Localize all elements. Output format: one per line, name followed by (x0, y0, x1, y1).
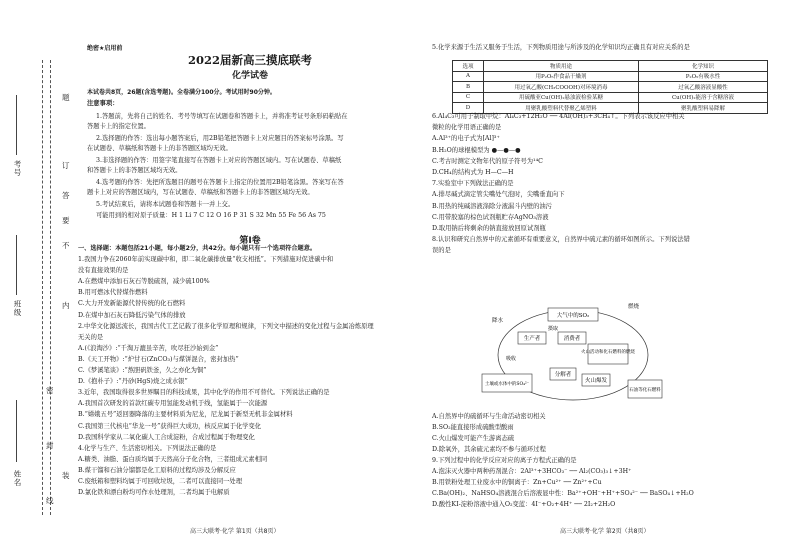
question-line: 4.化学与生产、生活密切相关。下列说法正确的是 (78, 444, 217, 452)
cycle-node: 大气中的SO₂ (556, 313, 590, 319)
notice-item: 3.非选择题的作答：用签字笔直接写在答题卡上对应的答题区域内。写在试题卷、草稿纸 (96, 157, 342, 164)
question-line: D.取用钠后将剩余的钠直接放回原试剂瓶 (432, 225, 546, 232)
notice-title: 注意事项： (87, 100, 119, 107)
cycle-node: 石油等化石燃料 (629, 388, 661, 393)
seal-char: 线 (46, 496, 54, 505)
table-cell: 用聚乳酸塑料代替聚乙烯塑料 (484, 103, 639, 114)
name-underline (16, 400, 17, 462)
class-label: 班级 (13, 300, 22, 317)
cycle-node: 消费者 (563, 336, 581, 342)
table-row (453, 92, 768, 103)
question-line: 误的是 (432, 247, 451, 255)
arrow-label: 燃烧 (628, 304, 640, 310)
cycle-node: 土壤或水体中的SO₄²⁻ (484, 382, 530, 387)
question-line: A.Al³⁺的电子式为[Al]³⁺ (432, 135, 500, 143)
question-line: D.CH₄的结构式为 H—C—H (432, 169, 514, 176)
question-line: B.“嫦娥五号”返回器降落的主要材料质为尼龙，尼龙属于新型无机非金属材料 (78, 411, 293, 419)
exam-subtitle: 化学试卷 (231, 71, 268, 81)
question-line: D.氯化铁和漂白粉均可作水处理剂，二者均属于电解质 (78, 489, 230, 497)
name-label: 姓名 (13, 470, 22, 487)
seal-line-inner (42, 60, 43, 515)
seal-char: 答 (62, 191, 70, 200)
seal-char: 封 (46, 441, 54, 450)
table-header: 化学知识 (639, 61, 768, 72)
seal-char: 要 (62, 216, 70, 225)
seal-char: 不 (62, 241, 70, 250)
question-line: 3.近年，我国取得很多世界瞩目的科技成果，其中化学的作用不可替代。下列说法正确的是 (78, 389, 330, 397)
question-line: A.我国首次研发的首款红碳专用氢能发动机于线，氢能属于一次能源 (78, 400, 268, 408)
question-line: C.《梦溪笔谈》:“熬胆矾铁釜，久之亦化为铜” (78, 367, 207, 374)
notice-item: 4.选考题的作答：先把所选题目的题号在答题卡上指定的位置用2B铅笔涂黑。答案写在答 (96, 179, 344, 186)
question-line: B.H₂O的球棍模型为 ●—●—● (432, 146, 521, 154)
question-line: 8.认识和研究自然界中的元素循环有重要意义，自然界中硫元素的循环如图所示。下列说法错 (432, 236, 690, 244)
arrow-label: 摄取 (548, 326, 559, 332)
notice-item: 在试题卷、草稿纸和答题卡上的非答题区域均无效。 (87, 145, 232, 152)
question-line: C.Ba(OH)₂、NaHSO₄溶液混合后溶液显中性：Ba²⁺+OH⁻+H⁺+SO₄²⁻ ── BaSO₄↓+H₂O (432, 490, 694, 497)
question-line: C.废纸箱和塑料均属于可回收垃圾，二者可以直接同一处理 (78, 478, 243, 485)
sulfur-cycle-diagram (478, 300, 668, 410)
question-line: D.酸性KI-淀粉溶液中通入O₂变蓝：4I⁻+O₂+4H⁺ ── 2I₂+2H₂O (432, 501, 616, 508)
question-line: B.用铁粉处理工业废水中的铜离子：Zn+Cu²⁺ ── Zn²⁺+Cu (432, 479, 602, 486)
question-line: B.SO₂能直接形成硫酸型酸雨 (432, 424, 514, 431)
question-line: B.用热的纯碱溶液涤除分液漏斗内壁的油污 (432, 202, 552, 210)
class-underline (16, 235, 17, 295)
table-cell: 过氧乙酸溶液显酸性 (639, 82, 768, 93)
secret-mark: 绝密★启用前 (87, 45, 123, 52)
volume-title: 第Ⅰ卷 (239, 236, 261, 246)
table-cell: 用过氧乙酸(CH₃COOOH)对环境消毒 (484, 82, 639, 93)
notice-item: 和答题卡上的非答题区域均无效。 (87, 167, 182, 174)
question-line: D.《抱朴子》:“丹砂(HgS)烧之成水银” (78, 378, 188, 386)
question-line: A.泡沫灭火器中两种药剂混合：2Al³⁺+3HCO₃⁻ ── Al₂(CO₃)₃↓+3H⁺ (432, 468, 632, 475)
question-line: 6.Al₄C₃可用于制取甲烷：Al₄C₃+12H₂O ── 4Al(OH)₃+3CH₄↑。下列表示该反应中相关 (432, 113, 685, 120)
question-line: 9.下列过程中的化学反应对应的离子方程式正确的是 (432, 457, 577, 464)
table-cell: 用P₂O₅作食品干燥剂 (484, 71, 639, 82)
exam-title: 2022届新高三摸底联考 (187, 53, 312, 67)
question-line: D.在煤中加石灰石降低污染气体的排放 (78, 311, 186, 319)
id-label: 考号 (13, 160, 22, 177)
seal-char: 装 (62, 471, 70, 480)
arrow-label: 吸收 (506, 356, 517, 362)
table-row (453, 71, 768, 82)
cycle-node: 分解者 (554, 372, 572, 378)
section-heading: 一、选择题：本题包括21小题，每小题2分，共42分。每小题只有一个选项符合题意。 (78, 245, 317, 252)
question-line: A.糖类、油脂、蛋白质均属于天然高分子化合物，三者组成元素相同 (78, 455, 268, 463)
table-row (453, 82, 768, 93)
table-header: 选项 (453, 61, 484, 72)
intro-line: 本试卷共8页，26题(含选考题)。全卷满分100分。考试用时90分钟。 (87, 89, 276, 96)
question-line: 微粒的化学用语正确的是 (432, 124, 502, 132)
page-footer-right: 高三大联考·化学 第2页（共8页） (560, 528, 650, 535)
table-cell: D (453, 103, 484, 114)
question-line: B.用可燃冰代替煤作燃料 (78, 289, 148, 297)
seal-char: 订 (62, 161, 70, 170)
question-line: 1.我国力争在2060年前实现碳中和，即二氧化碳排放量“收支相抵”。下列措施对促进碳中和 (78, 256, 334, 263)
question-line: 7.实验室中下列做法正确的是 (432, 180, 514, 188)
table-cell: 聚乳酸塑料易降解 (639, 103, 768, 114)
question-line: A.在燃煤中添加石灰石等脱硫剂，减少硫100% (78, 278, 210, 286)
table-cell: C (453, 92, 484, 103)
notice-item: 题卡上对应的答题区域内，写在试题卷、草稿纸和答题卡上的非答题区域均无效。 (87, 189, 314, 196)
q5-table (452, 60, 768, 114)
question-line: B.煤干馏和石油分馏都是化工原料的过程均涉及分解反应 (78, 466, 236, 474)
id-underline (16, 95, 17, 155)
table-cell: P₂O₅有吸水性 (639, 71, 768, 82)
question-line: A.自然界中的硫循环与生命活动密切相关 (432, 413, 546, 420)
table-cell: B (453, 82, 484, 93)
question-line: A.(《浪淘沙》:“千淘万漉虽辛苦，吹尽狂沙始到金” (78, 344, 219, 352)
question-line: C.火山爆发可能产生游离态硫 (432, 435, 515, 442)
atomic-mass-line: 可能用到的相对原子质量：H 1 Li 7 C 12 O 16 P 31 S 32 Mn 55 Fe 56 As 75 (96, 212, 326, 219)
cycle-node: 火山爆发 (584, 378, 608, 384)
cycle-node: 生产者 (523, 336, 541, 342)
table-cell: A (453, 71, 484, 82)
question-line: C.我国第三代核电“华龙一号”获得巨大成功，核反应属于化学变化 (78, 422, 262, 430)
table-header: 物质用途 (484, 61, 639, 72)
table-cell: 用硫酸亚Cu(OH)₂悬浊液检验某糖 (484, 92, 639, 103)
notice-item: 答题卡上的指定位置。 (87, 123, 150, 130)
question-line: 2.中华文化源远流长，我国古代工艺记载了很多化学原理和规律，下列文中描述的变化过程与金属冶炼原理 (78, 322, 374, 330)
notice-item: 1.答题前，先将自己的姓名、考号等填写在试题卷和答题卡上，并将准考证号条形码粘贴在 (96, 113, 348, 120)
question-line: C.考古时测定文物年代的原子符号为¹⁴C (432, 157, 543, 165)
arrow-label: 降水 (492, 318, 504, 324)
question-line: B.《天工开物》:“炉甘石(ZnCO₃)与煤饼混合，密封加热” (78, 355, 239, 363)
question-line: D.除氧外，其余硫元素均不参与循环过程 (432, 446, 546, 453)
question-line: A.排尽碱式滴定管尖嘴处气泡时，尖嘴垂直向下 (432, 191, 565, 199)
cycle-node: 火山活动和化石燃料的燃烧 (581, 350, 635, 355)
question-line: 无关的是 (78, 333, 104, 341)
q5-stem: 5.化学来源于生活又服务于生活，下列物质用途与所涉及的化学知识均正确且有对应关系的是 (432, 44, 690, 51)
seal-char: 内 (62, 301, 70, 310)
seal-char: 题 (62, 93, 70, 102)
table-header-row (453, 61, 768, 72)
binding-margin (0, 0, 68, 551)
notice-item: 5.考试结束后，请将本试题卷和答题卡一并上交。 (96, 201, 235, 208)
question-line: D.我国科学家从二氧化碳人工合成淀粉，合成过程属于物理变化 (78, 433, 255, 441)
question-line: C.大力开发新能源代替传统的化石燃料 (78, 300, 186, 308)
page-footer-left: 高三大联考·化学 第1页（共8页） (190, 528, 280, 535)
question-line: 没有直接效果的是 (78, 267, 129, 275)
seal-char: 密 (46, 386, 54, 395)
notice-item: 2.选择题的作答：选出每小题答案后，用2B铅笔把答题卡上对应题目的答案标号涂黑。写 (96, 135, 344, 142)
question-line: C.用带胶塞的棕色试剂瓶贮存AgNO₃溶液 (432, 213, 549, 221)
table-cell: Cu(OH)₂能溶于含糖溶液 (639, 92, 768, 103)
